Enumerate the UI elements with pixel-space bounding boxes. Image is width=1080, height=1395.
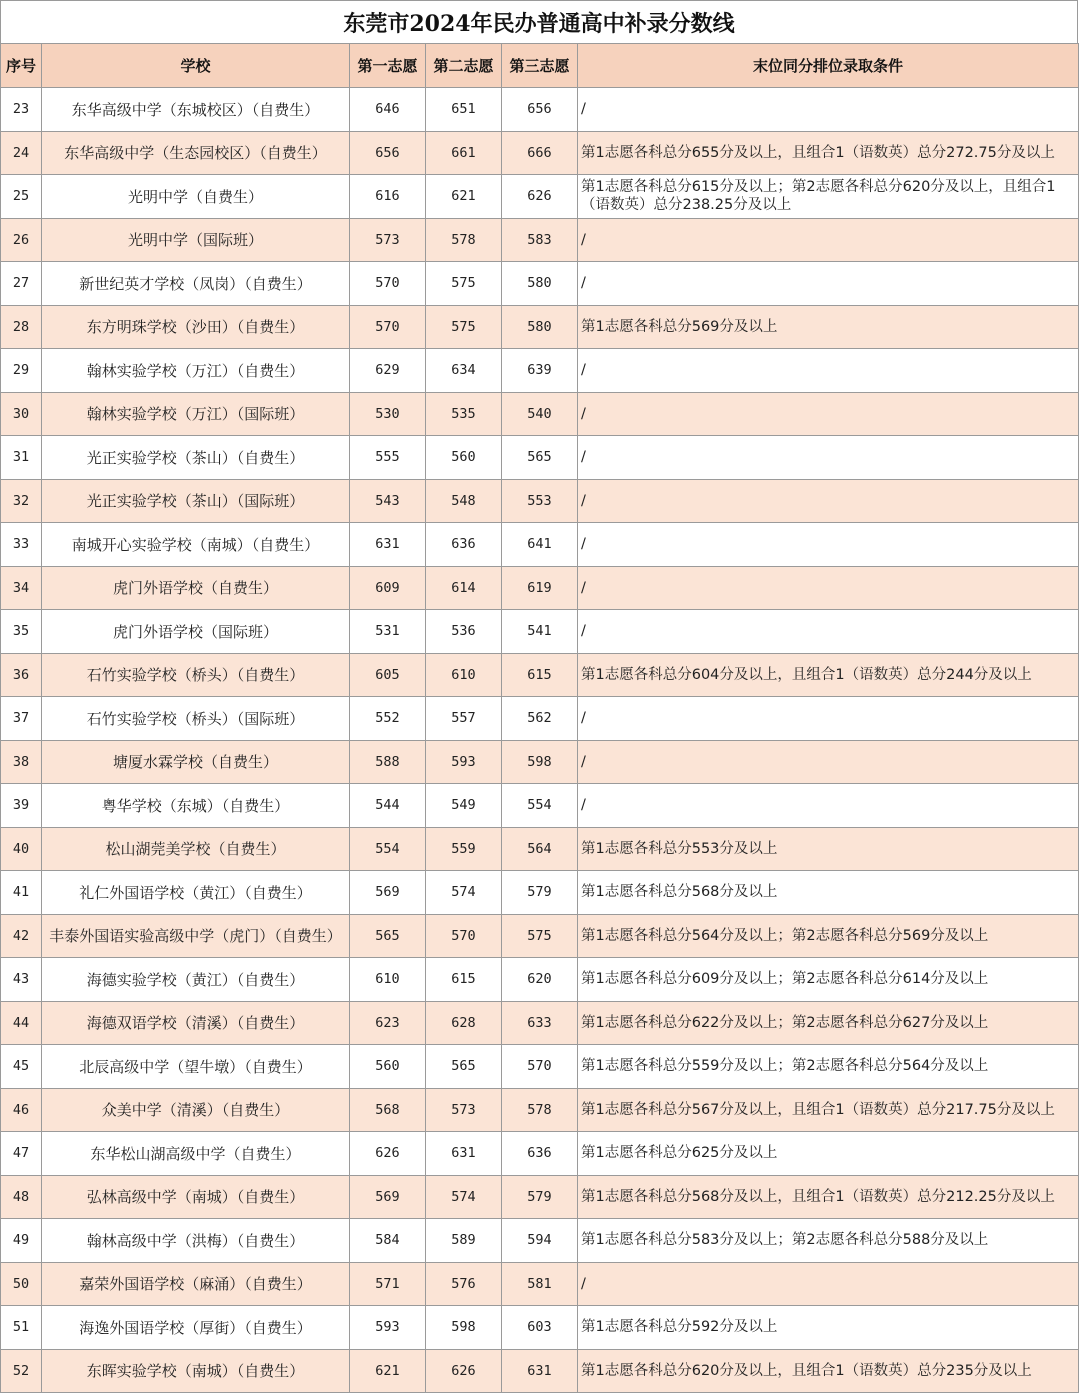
header-row — [1, 44, 1079, 88]
cell-choice1: 646 — [350, 88, 426, 132]
table-row — [1, 740, 1079, 784]
cell-choice3: 615 — [502, 653, 578, 697]
table-row — [1, 1001, 1079, 1045]
cell-index: 49 — [1, 1219, 42, 1263]
cell-choice1: 560 — [350, 1045, 426, 1089]
cell-school: 塘厦水霖学校（自费生） — [42, 740, 350, 784]
table-row — [1, 218, 1079, 262]
cell-condition: 第1志愿各科总分615分及以上；第2志愿各科总分620分及以上，且组合1（语数英）总分238.25分及以上 — [578, 175, 1079, 219]
cell-choice3: 594 — [502, 1219, 578, 1263]
cell-choice1: 570 — [350, 262, 426, 306]
cell-choice2: 573 — [426, 1088, 502, 1132]
cell-choice1: 552 — [350, 697, 426, 741]
cell-choice3: 570 — [502, 1045, 578, 1089]
cell-school: 东华高级中学（东城校区）（自费生） — [42, 88, 350, 132]
table-row — [1, 914, 1079, 958]
cell-school: 光正实验学校（茶山）（国际班） — [42, 479, 350, 523]
cell-condition: / — [578, 88, 1079, 132]
cell-choice2: 574 — [426, 1175, 502, 1219]
cell-school: 南城开心实验学校（南城）（自费生） — [42, 523, 350, 567]
header-choice1: 第一志愿 — [350, 44, 426, 88]
cell-index: 52 — [1, 1349, 42, 1393]
cell-choice1: 610 — [350, 958, 426, 1002]
cell-choice2: 570 — [426, 914, 502, 958]
table-row — [1, 784, 1079, 828]
cell-index: 32 — [1, 479, 42, 523]
cell-choice2: 575 — [426, 305, 502, 349]
table-row — [1, 1175, 1079, 1219]
table-row — [1, 479, 1079, 523]
cell-index: 24 — [1, 131, 42, 175]
cell-choice2: 557 — [426, 697, 502, 741]
cell-condition: / — [578, 610, 1079, 654]
cell-school: 北辰高级中学（望牛墩）（自费生） — [42, 1045, 350, 1089]
cell-choice3: 633 — [502, 1001, 578, 1045]
table-row — [1, 958, 1079, 1002]
header-choice3: 第三志愿 — [502, 44, 578, 88]
table-title: 东莞市2024年民办普通高中补录分数线 — [0, 0, 1078, 43]
cell-choice2: 575 — [426, 262, 502, 306]
cell-condition: 第1志愿各科总分604分及以上，且组合1（语数英）总分244分及以上 — [578, 653, 1079, 697]
cell-choice2: 560 — [426, 436, 502, 480]
cell-choice3: 562 — [502, 697, 578, 741]
cell-choice1: 656 — [350, 131, 426, 175]
table-row — [1, 523, 1079, 567]
cell-choice3: 554 — [502, 784, 578, 828]
header-school: 学校 — [42, 44, 350, 88]
cell-choice1: 593 — [350, 1306, 426, 1350]
table-row — [1, 175, 1079, 219]
cell-school: 翰林高级中学（洪梅）（自费生） — [42, 1219, 350, 1263]
table-row — [1, 88, 1079, 132]
cell-school: 石竹实验学校（桥头）（国际班） — [42, 697, 350, 741]
cell-choice3: 626 — [502, 175, 578, 219]
cell-choice1: 588 — [350, 740, 426, 784]
cell-choice1: 569 — [350, 1175, 426, 1219]
cell-index: 27 — [1, 262, 42, 306]
table-row — [1, 1262, 1079, 1306]
cell-school: 虎门外语学校（自费生） — [42, 566, 350, 610]
table-row — [1, 1132, 1079, 1176]
cell-choice2: 593 — [426, 740, 502, 784]
cell-index: 46 — [1, 1088, 42, 1132]
cell-school: 海德双语学校（清溪）（自费生） — [42, 1001, 350, 1045]
table-row — [1, 1219, 1079, 1263]
cell-choice2: 614 — [426, 566, 502, 610]
header-index: 序号 — [1, 44, 42, 88]
cell-condition: 第1志愿各科总分553分及以上 — [578, 827, 1079, 871]
cell-choice1: 543 — [350, 479, 426, 523]
cell-school: 粤华学校（东城）（自费生） — [42, 784, 350, 828]
cell-choice3: 598 — [502, 740, 578, 784]
table-row — [1, 1306, 1079, 1350]
cell-school: 海德实验学校（黄江）（自费生） — [42, 958, 350, 1002]
cell-index: 43 — [1, 958, 42, 1002]
cell-choice1: 623 — [350, 1001, 426, 1045]
cell-school: 丰泰外国语实验高级中学（虎门）（自费生） — [42, 914, 350, 958]
cell-choice3: 620 — [502, 958, 578, 1002]
cell-condition: / — [578, 349, 1079, 393]
header-choice2: 第二志愿 — [426, 44, 502, 88]
cell-index: 29 — [1, 349, 42, 393]
cell-choice1: 555 — [350, 436, 426, 480]
cell-condition: / — [578, 740, 1079, 784]
cell-choice1: 631 — [350, 523, 426, 567]
cell-choice1: 629 — [350, 349, 426, 393]
table-row — [1, 697, 1079, 741]
cell-choice3: 666 — [502, 131, 578, 175]
cell-choice2: 661 — [426, 131, 502, 175]
cell-choice2: 651 — [426, 88, 502, 132]
cell-school: 光明中学（国际班） — [42, 218, 350, 262]
cell-choice3: 631 — [502, 1349, 578, 1393]
cell-choice3: 619 — [502, 566, 578, 610]
cell-index: 34 — [1, 566, 42, 610]
table-row — [1, 392, 1079, 436]
cell-index: 41 — [1, 871, 42, 915]
cell-choice1: 544 — [350, 784, 426, 828]
cell-choice1: 530 — [350, 392, 426, 436]
cell-school: 翰林实验学校（万江）（国际班） — [42, 392, 350, 436]
cell-index: 38 — [1, 740, 42, 784]
cell-school: 礼仁外国语学校（黄江）（自费生） — [42, 871, 350, 915]
cell-index: 40 — [1, 827, 42, 871]
cell-school: 东华高级中学（生态园校区）（自费生） — [42, 131, 350, 175]
cell-choice3: 639 — [502, 349, 578, 393]
cell-index: 37 — [1, 697, 42, 741]
cell-choice3: 583 — [502, 218, 578, 262]
cell-index: 31 — [1, 436, 42, 480]
cell-school: 东方明珠学校（沙田）（自费生） — [42, 305, 350, 349]
cell-choice1: 626 — [350, 1132, 426, 1176]
cell-condition: 第1志愿各科总分625分及以上 — [578, 1132, 1079, 1176]
cell-choice2: 559 — [426, 827, 502, 871]
cell-choice2: 631 — [426, 1132, 502, 1176]
table-row — [1, 131, 1079, 175]
cell-school: 翰林实验学校（万江）（自费生） — [42, 349, 350, 393]
cell-index: 47 — [1, 1132, 42, 1176]
cell-condition: / — [578, 392, 1079, 436]
cell-school: 东晖实验学校（南城）（自费生） — [42, 1349, 350, 1393]
cell-index: 48 — [1, 1175, 42, 1219]
cell-condition: 第1志愿各科总分583分及以上；第2志愿各科总分588分及以上 — [578, 1219, 1079, 1263]
cell-choice3: 579 — [502, 1175, 578, 1219]
cell-choice2: 574 — [426, 871, 502, 915]
cell-school: 松山湖莞美学校（自费生） — [42, 827, 350, 871]
cell-choice1: 609 — [350, 566, 426, 610]
table-row — [1, 305, 1079, 349]
cell-choice2: 578 — [426, 218, 502, 262]
cell-choice1: 571 — [350, 1262, 426, 1306]
cell-school: 石竹实验学校（桥头）（自费生） — [42, 653, 350, 697]
table-row — [1, 262, 1079, 306]
table-row — [1, 566, 1079, 610]
cell-condition: 第1志愿各科总分622分及以上；第2志愿各科总分627分及以上 — [578, 1001, 1079, 1045]
cell-choice3: 579 — [502, 871, 578, 915]
cell-condition: 第1志愿各科总分564分及以上；第2志愿各科总分569分及以上 — [578, 914, 1079, 958]
cell-choice2: 610 — [426, 653, 502, 697]
cell-index: 26 — [1, 218, 42, 262]
cell-choice2: 536 — [426, 610, 502, 654]
cell-condition: / — [578, 697, 1079, 741]
table-row — [1, 871, 1079, 915]
table-header — [1, 44, 1079, 88]
cell-choice3: 580 — [502, 305, 578, 349]
cell-choice3: 636 — [502, 1132, 578, 1176]
cell-condition: / — [578, 479, 1079, 523]
cell-index: 42 — [1, 914, 42, 958]
cell-choice1: 621 — [350, 1349, 426, 1393]
cell-choice3: 553 — [502, 479, 578, 523]
table-row — [1, 827, 1079, 871]
table-row — [1, 610, 1079, 654]
cell-choice2: 535 — [426, 392, 502, 436]
cell-condition: 第1志愿各科总分568分及以上，且组合1（语数英）总分212.25分及以上 — [578, 1175, 1079, 1219]
cell-condition: 第1志愿各科总分569分及以上 — [578, 305, 1079, 349]
cell-condition: / — [578, 1262, 1079, 1306]
cell-choice3: 603 — [502, 1306, 578, 1350]
cell-index: 51 — [1, 1306, 42, 1350]
cell-choice1: 569 — [350, 871, 426, 915]
cell-index: 44 — [1, 1001, 42, 1045]
cell-condition: 第1志愿各科总分568分及以上 — [578, 871, 1079, 915]
cell-choice1: 531 — [350, 610, 426, 654]
cell-index: 33 — [1, 523, 42, 567]
cell-choice1: 573 — [350, 218, 426, 262]
cell-school: 光正实验学校（茶山）（自费生） — [42, 436, 350, 480]
cell-index: 36 — [1, 653, 42, 697]
cell-choice3: 565 — [502, 436, 578, 480]
cell-choice3: 641 — [502, 523, 578, 567]
cell-condition: 第1志愿各科总分620分及以上，且组合1（语数英）总分235分及以上 — [578, 1349, 1079, 1393]
cell-school: 光明中学（自费生） — [42, 175, 350, 219]
cell-index: 30 — [1, 392, 42, 436]
score-table — [0, 43, 1079, 1393]
cell-condition: 第1志愿各科总分567分及以上，且组合1（语数英）总分217.75分及以上 — [578, 1088, 1079, 1132]
cell-index: 39 — [1, 784, 42, 828]
cell-condition: / — [578, 523, 1079, 567]
table-row — [1, 1088, 1079, 1132]
cell-choice1: 570 — [350, 305, 426, 349]
cell-index: 28 — [1, 305, 42, 349]
cell-index: 45 — [1, 1045, 42, 1089]
cell-choice2: 628 — [426, 1001, 502, 1045]
cell-choice3: 581 — [502, 1262, 578, 1306]
table-row — [1, 1349, 1079, 1393]
cell-choice2: 548 — [426, 479, 502, 523]
cell-choice3: 540 — [502, 392, 578, 436]
cell-choice1: 616 — [350, 175, 426, 219]
cell-choice3: 541 — [502, 610, 578, 654]
cell-choice3: 578 — [502, 1088, 578, 1132]
cell-index: 23 — [1, 88, 42, 132]
table-row — [1, 1045, 1079, 1089]
table-body — [1, 88, 1079, 1393]
cell-index: 35 — [1, 610, 42, 654]
cell-condition: 第1志愿各科总分655分及以上，且组合1（语数英）总分272.75分及以上 — [578, 131, 1079, 175]
cell-school: 弘林高级中学（南城）（自费生） — [42, 1175, 350, 1219]
cell-choice1: 565 — [350, 914, 426, 958]
cell-condition: 第1志愿各科总分559分及以上；第2志愿各科总分564分及以上 — [578, 1045, 1079, 1089]
cell-choice3: 656 — [502, 88, 578, 132]
cell-choice2: 598 — [426, 1306, 502, 1350]
cell-choice1: 605 — [350, 653, 426, 697]
cell-school: 东华松山湖高级中学（自费生） — [42, 1132, 350, 1176]
cell-choice2: 565 — [426, 1045, 502, 1089]
cell-choice2: 634 — [426, 349, 502, 393]
cell-index: 50 — [1, 1262, 42, 1306]
table-row — [1, 653, 1079, 697]
cell-choice2: 626 — [426, 1349, 502, 1393]
table-row — [1, 436, 1079, 480]
cell-condition: 第1志愿各科总分609分及以上；第2志愿各科总分614分及以上 — [578, 958, 1079, 1002]
cell-choice1: 554 — [350, 827, 426, 871]
cell-choice3: 580 — [502, 262, 578, 306]
cell-school: 虎门外语学校（国际班） — [42, 610, 350, 654]
cell-condition: 第1志愿各科总分592分及以上 — [578, 1306, 1079, 1350]
cell-choice2: 576 — [426, 1262, 502, 1306]
cell-condition: / — [578, 262, 1079, 306]
cell-choice2: 615 — [426, 958, 502, 1002]
header-condition: 末位同分排位录取条件 — [578, 44, 1079, 88]
cell-school: 新世纪英才学校（凤岗）（自费生） — [42, 262, 350, 306]
cell-choice2: 549 — [426, 784, 502, 828]
cell-choice1: 584 — [350, 1219, 426, 1263]
cell-choice2: 636 — [426, 523, 502, 567]
cell-condition: / — [578, 784, 1079, 828]
table-row — [1, 349, 1079, 393]
cell-school: 众美中学（清溪）（自费生） — [42, 1088, 350, 1132]
cell-choice2: 621 — [426, 175, 502, 219]
cell-condition: / — [578, 218, 1079, 262]
cell-school: 嘉荣外国语学校（麻涌）（自费生） — [42, 1262, 350, 1306]
cell-condition: / — [578, 566, 1079, 610]
cell-choice2: 589 — [426, 1219, 502, 1263]
cell-choice3: 564 — [502, 827, 578, 871]
cell-choice1: 568 — [350, 1088, 426, 1132]
cell-choice3: 575 — [502, 914, 578, 958]
cell-condition: / — [578, 436, 1079, 480]
cell-index: 25 — [1, 175, 42, 219]
cell-school: 海逸外国语学校（厚街）（自费生） — [42, 1306, 350, 1350]
